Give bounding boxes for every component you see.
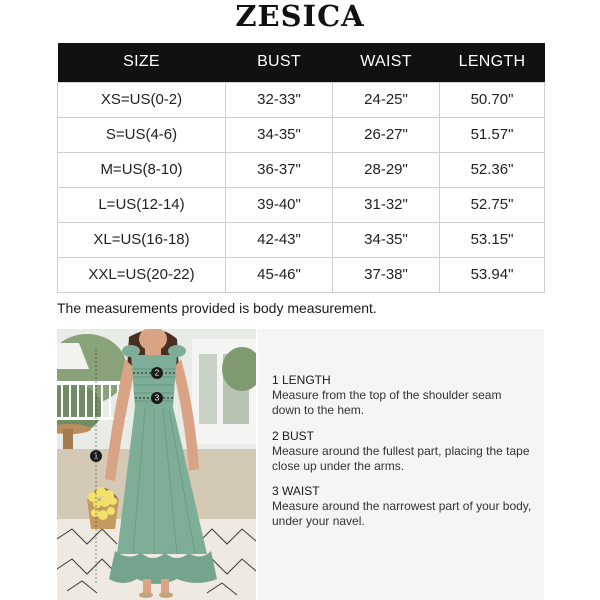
measurement-note: The measurements provided is body measurement. <box>57 300 377 316</box>
cell-size: XL=US(16-18) <box>58 222 226 257</box>
header-bust: BUST <box>226 43 333 82</box>
guide-waist <box>272 484 532 528</box>
cell-length: 51.57" <box>440 117 545 152</box>
cell-waist: 31-32" <box>333 187 440 222</box>
cell-waist: 34-35" <box>333 222 440 257</box>
marker-label: 3 <box>154 393 160 403</box>
marker-label: 2 <box>154 368 160 378</box>
cell-size: XS=US(0-2) <box>58 82 226 117</box>
cell-bust: 36-37" <box>226 152 333 187</box>
cell-size: L=US(12-14) <box>58 187 226 222</box>
size-chart-table <box>57 43 545 293</box>
marker-label: 1 <box>93 451 99 461</box>
cell-bust: 39-40" <box>226 187 333 222</box>
guide-description: Measure from the top of the shoulder seam down to the hem. <box>272 388 502 417</box>
cell-waist: 26-27" <box>333 117 440 152</box>
cell-size: XXL=US(20-22) <box>58 257 226 292</box>
cell-length: 50.70" <box>440 82 545 117</box>
table-row <box>58 152 545 187</box>
marker-length <box>90 450 102 462</box>
cell-size: S=US(4-6) <box>58 117 226 152</box>
model-photo <box>57 329 256 600</box>
cell-length: 52.75" <box>440 187 545 222</box>
header-size: SIZE <box>58 43 226 82</box>
table-row <box>58 117 545 152</box>
cell-waist: 28-29" <box>333 152 440 187</box>
guide-description: Measure around the fullest part, placing the tape close up under the arms. <box>272 444 530 473</box>
table-row <box>58 187 545 222</box>
header-waist: WAIST <box>333 43 440 82</box>
table-row <box>58 257 545 292</box>
cell-waist: 24-25" <box>333 82 440 117</box>
guide-title: 1 LENGTH <box>272 373 331 387</box>
cell-length: 52.36" <box>440 152 545 187</box>
table-row <box>58 82 545 117</box>
guide-bust <box>272 429 532 473</box>
cell-size: M=US(8-10) <box>58 152 226 187</box>
guide-title: 2 BUST <box>272 429 315 443</box>
guide-length <box>272 373 532 417</box>
brand-logo: ZESICA <box>235 0 365 33</box>
cell-length: 53.15" <box>440 222 545 257</box>
cell-bust: 45-46" <box>226 257 333 292</box>
measurement-guide <box>258 329 544 600</box>
cell-length: 53.94" <box>440 257 545 292</box>
guide-description: Measure around the narrowest part of your body, under your navel. <box>272 499 532 528</box>
table-header-row <box>58 43 545 82</box>
cell-bust: 42-43" <box>226 222 333 257</box>
table-row <box>58 222 545 257</box>
cell-bust: 34-35" <box>226 117 333 152</box>
header-length: LENGTH <box>440 43 545 82</box>
guide-title: 3 WAIST <box>272 484 320 498</box>
cell-waist: 37-38" <box>333 257 440 292</box>
cell-bust: 32-33" <box>226 82 333 117</box>
